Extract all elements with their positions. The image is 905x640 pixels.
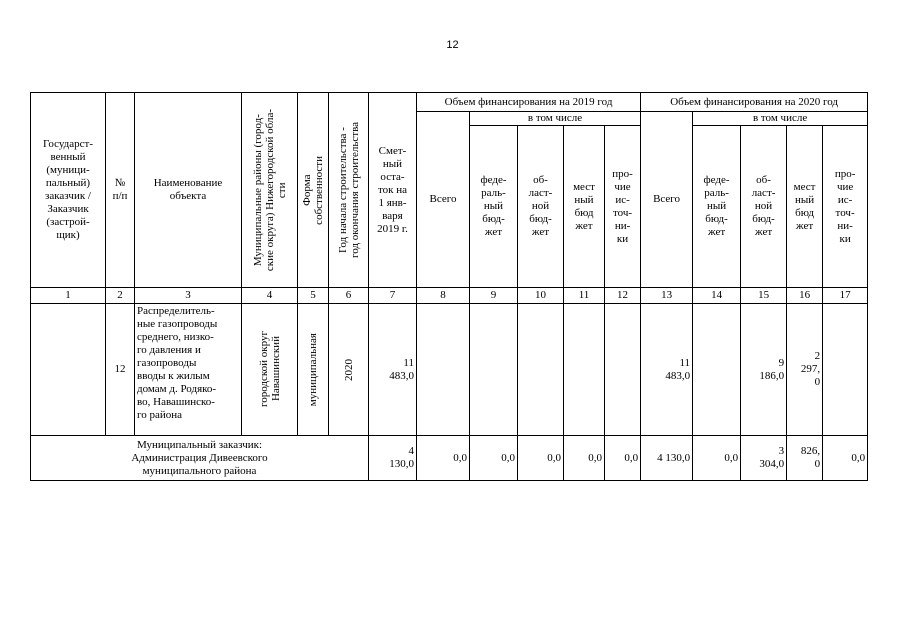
- cell-district-text: городской округ Навашинский: [257, 331, 282, 408]
- cell-total-2019: [417, 304, 470, 436]
- summary-local-2019: 0,0: [564, 436, 605, 481]
- cell-year: [329, 304, 369, 436]
- header-estimate-balance: Смет- ный оста- ток на 1 янв- варя 2019 г.: [369, 93, 417, 288]
- table-row: [31, 304, 868, 436]
- cell-estimate: 11 483,0: [369, 304, 417, 436]
- summary-local-2020: 826, 0: [787, 436, 823, 481]
- page-number: 12: [446, 39, 459, 51]
- summary-other-2020: 0,0: [823, 436, 868, 481]
- summary-label: Муниципальный заказчик: Администрация Дивеевского муниципального района: [31, 436, 369, 481]
- header-including-2019: в том числе: [470, 112, 641, 126]
- header-including-2020: в том числе: [693, 112, 868, 126]
- column-number: 15: [741, 288, 787, 304]
- header-ownership-form-text: Форма собственности: [301, 155, 325, 225]
- column-number: 17: [823, 288, 868, 304]
- header-federal-2019: феде- раль- ный бюд- жет: [470, 126, 518, 288]
- cell-federal-2020: [693, 304, 741, 436]
- header-construction-years-text: Год начала строительства - год окончания строительства: [336, 122, 361, 258]
- header-regional-2020: об- ласт- ной бюд- жет: [741, 126, 787, 288]
- column-number-row: [31, 288, 868, 304]
- header-municipal-districts: [242, 93, 298, 288]
- cell-district: [242, 304, 298, 436]
- summary-federal-2019: 0,0: [470, 436, 518, 481]
- header-total-2019: Всего: [417, 112, 470, 288]
- cell-regional-2019: [518, 304, 564, 436]
- column-number: 6: [329, 288, 369, 304]
- cell-local-2019: [564, 304, 605, 436]
- summary-regional-2020: 3 304,0: [741, 436, 787, 481]
- header-municipal-districts-text: Муниципальные районы (город- ские округа) Нижегородской обла- сти: [251, 108, 288, 272]
- cell-federal-2019: [470, 304, 518, 436]
- column-number: 14: [693, 288, 741, 304]
- column-number: 1: [31, 288, 106, 304]
- column-number: 5: [298, 288, 329, 304]
- cell-other-2020: [823, 304, 868, 436]
- header-regional-2019: об- ласт- ной бюд- жет: [518, 126, 564, 288]
- summary-row: [31, 436, 868, 481]
- column-number: 11: [564, 288, 605, 304]
- cell-object-name: Распределитель- ные газопроводы среднего, низко- го давления и газопроводы вводы к жилым домам д. Родяко- во, Навашинско- го района: [135, 304, 242, 436]
- cell-other-2019: [605, 304, 641, 436]
- header-object-name: Наименование объекта: [135, 93, 242, 288]
- column-number: 12: [605, 288, 641, 304]
- summary-regional-2019: 0,0: [518, 436, 564, 481]
- column-number: 4: [242, 288, 298, 304]
- header-other-2019: про- чие ис- точ- ни- ки: [605, 126, 641, 288]
- header-funding-2019: Объем финансирования на 2019 год: [417, 93, 641, 112]
- header-other-2020: про- чие ис- точ- ни- ки: [823, 126, 868, 288]
- header-local-2020: мест ный бюд жет: [787, 126, 823, 288]
- column-number: 16: [787, 288, 823, 304]
- column-number: 2: [106, 288, 135, 304]
- header-customer: Государст- венный (муници- пальный) заказчик / Заказчик (застрой- щик): [31, 93, 106, 288]
- summary-estimate: 4 130,0: [369, 436, 417, 481]
- cell-regional-2020: 9 186,0: [741, 304, 787, 436]
- financing-table: [30, 92, 868, 481]
- cell-row-number: 12: [106, 304, 135, 436]
- column-number: 13: [641, 288, 693, 304]
- summary-total-2020: 4 130,0: [641, 436, 693, 481]
- header-number: № п/п: [106, 93, 135, 288]
- column-number: 8: [417, 288, 470, 304]
- header-total-2020: Всего: [641, 112, 693, 288]
- cell-total-2020: 11 483,0: [641, 304, 693, 436]
- summary-other-2019: 0,0: [605, 436, 641, 481]
- cell-ownership: [298, 304, 329, 436]
- column-number: 9: [470, 288, 518, 304]
- column-number: 10: [518, 288, 564, 304]
- header-funding-2020: Объем финансирования на 2020 год: [641, 93, 868, 112]
- cell-local-2020: 2 297, 0: [787, 304, 823, 436]
- summary-total-2019: 0,0: [417, 436, 470, 481]
- header-federal-2020: феде- раль- ный бюд- жет: [693, 126, 741, 288]
- cell-customer: [31, 304, 106, 436]
- summary-federal-2020: 0,0: [693, 436, 741, 481]
- cell-ownership-text: муниципальная: [307, 332, 319, 407]
- header-construction-years: [329, 93, 369, 288]
- header-local-2019: мест ный бюд жет: [564, 126, 605, 288]
- column-number: 7: [369, 288, 417, 304]
- column-number: 3: [135, 288, 242, 304]
- header-ownership-form: [298, 93, 329, 288]
- cell-year-text: 2020: [342, 358, 355, 381]
